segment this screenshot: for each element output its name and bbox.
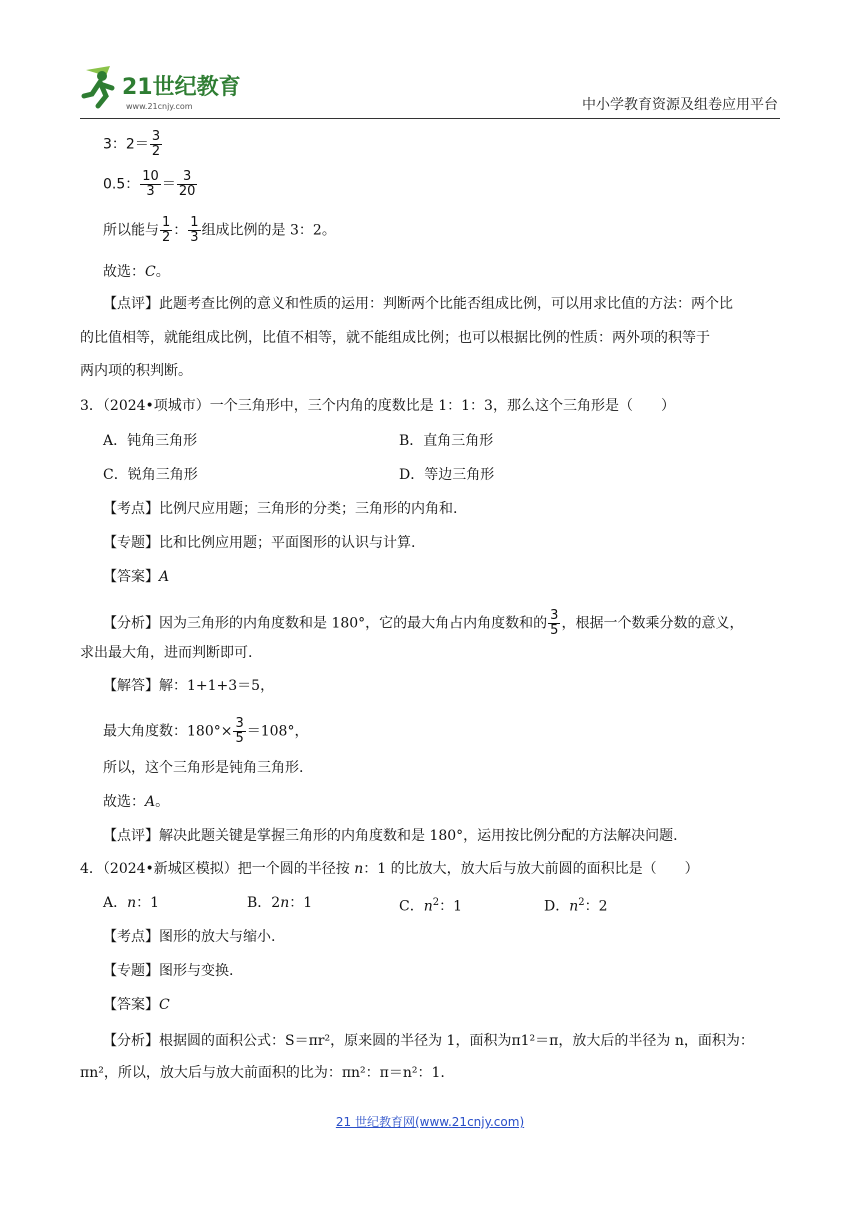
text: 【分析】因为三角形的内角度数和是 180°，它的最大角占内角度数和的 — [103, 615, 548, 632]
q4-option-a — [103, 893, 159, 913]
logo-text: 21世纪教育 — [122, 75, 241, 100]
21cnjy-logo — [80, 62, 260, 114]
comment-q2-line-2: 的比值相等，就能组成比例，比值不相等，就不能组成比例；也可以根据比例的性质：两外项的积等于 — [80, 330, 710, 346]
q3-answer — [103, 567, 169, 587]
denominator: 5 — [550, 623, 559, 638]
q3-kaodian: 【考点】比例尺应用题；三角形的分类；三角形的内角和. — [103, 501, 458, 517]
variable: n — [423, 898, 433, 915]
variable: n — [354, 861, 364, 877]
q4-analysis-line-1: 【分析】根据圆的面积公式：S＝πr²，原来圆的半径为 1，面积为π1²＝π，放大后的半径为 n，面积为： — [103, 1033, 754, 1049]
ratio-line-1 — [103, 130, 163, 159]
denominator: 3 — [190, 230, 199, 245]
variable: n — [569, 898, 579, 915]
text: ： — [173, 222, 188, 239]
text: 组成比例的是 3：2。 — [201, 222, 336, 239]
q3-select — [103, 792, 169, 812]
text: ，根据一个数乘分数的意义， — [561, 615, 744, 632]
q4-kaodian: 【考点】图形的放大与缩小. — [103, 929, 276, 945]
q3-option-a: A．钝角三角形 — [103, 433, 198, 449]
text: 4．（2024•新城区模拟）把一个圆的半径按 — [80, 861, 355, 877]
q3-analysis-line-2: 求出最大角，进而判断即可. — [80, 645, 253, 661]
text: ：1 — [439, 898, 463, 915]
text: ：1 — [289, 895, 313, 911]
q4-option-c — [399, 893, 462, 917]
text: B．2 — [247, 895, 281, 911]
fraction — [233, 717, 245, 746]
footer-link[interactable]: 21 世纪教育网(www.21cnjy.com) — [335, 1115, 525, 1129]
text: 所以能与 — [103, 222, 159, 239]
numerator: 3 — [235, 716, 244, 731]
q4-zhuanti: 【专题】图形与变换. — [103, 963, 234, 979]
denominator: 20 — [178, 184, 196, 199]
conclusion-line — [103, 216, 336, 245]
text: 【答案】 — [103, 569, 159, 585]
q3-analysis-line-1 — [103, 609, 743, 638]
numerator: 10 — [142, 169, 159, 184]
text: D． — [544, 898, 570, 915]
text: ：1 — [136, 895, 160, 911]
fraction — [548, 609, 560, 638]
question-3-stem: 3．（2024•项城市）一个三角形中，三个内角的度数比是 1：1：3，那么这个三角形是（ ） — [80, 398, 675, 414]
q4-answer — [103, 995, 170, 1015]
q3-option-b: B．直角三角形 — [399, 433, 494, 449]
text: 【答案】 — [103, 997, 159, 1013]
fraction — [140, 170, 161, 199]
text: 。 — [155, 794, 170, 810]
q3-solve-line-2 — [103, 717, 308, 746]
q4-option-d — [544, 893, 608, 917]
numerator: 1 — [190, 215, 199, 230]
fraction — [177, 170, 198, 199]
text: ＝ — [161, 176, 176, 193]
fraction — [150, 130, 162, 159]
text: ：2 — [584, 898, 608, 915]
text: A． — [103, 895, 128, 911]
text: 故选： — [103, 264, 145, 280]
ratio-line-2 — [103, 170, 198, 199]
select-line-q2 — [103, 262, 170, 282]
text: ：1 的比放大，放大后与放大前圆的面积比是（ ） — [363, 861, 699, 877]
text: C． — [399, 898, 424, 915]
comment-q2-line-3: 两内项的积判断。 — [80, 363, 192, 379]
platform-title: 中小学教育资源及组卷应用平台 — [582, 97, 778, 113]
q4-option-b — [247, 893, 312, 913]
text: 3：2＝ — [103, 136, 149, 153]
variable: n — [280, 895, 290, 911]
denominator: 5 — [235, 731, 244, 746]
text: 0.5： — [103, 176, 140, 193]
q3-zhuanti: 【专题】比和比例应用题；平面图形的认识与计算. — [103, 535, 416, 551]
numerator: 3 — [550, 608, 559, 623]
q3-solve-line-3: 所以，这个三角形是钝角三角形. — [103, 760, 304, 776]
answer-letter: A — [145, 794, 156, 810]
numerator: 3 — [177, 170, 198, 185]
question-4-stem — [80, 859, 699, 879]
numerator: 3 — [151, 129, 161, 144]
exponent: 2 — [578, 897, 585, 908]
denominator: 2 — [151, 144, 161, 159]
numerator: 1 — [162, 215, 171, 230]
exponent: 2 — [432, 897, 440, 908]
text: 。 — [155, 264, 170, 280]
q3-option-d: D．等边三角形 — [399, 467, 495, 483]
comment-q2-line-1: 【点评】此题考查比例的意义和性质的运用：判断两个比能否组成比例，可以用求比值的方法：两个比 — [103, 296, 733, 312]
text: 最大角度数：180°× — [103, 723, 233, 740]
answer-letter: A — [159, 569, 170, 585]
answer-letter: C — [145, 264, 156, 280]
page-footer — [0, 1113, 860, 1130]
page-header — [80, 62, 780, 119]
variable: n — [127, 895, 137, 911]
q3-option-c: C．锐角三角形 — [103, 467, 198, 483]
fraction — [160, 216, 172, 245]
answer-letter: C — [159, 997, 170, 1013]
text: ＝108°， — [246, 723, 309, 740]
q4-analysis-line-2: πn²，所以，放大后与放大前面积的比为：πn²：π＝n²：1. — [80, 1065, 445, 1081]
fraction — [188, 216, 200, 245]
text: 故选： — [103, 794, 145, 810]
logo-url: www.21cnjy.com — [126, 102, 193, 111]
denominator: 3 — [146, 184, 155, 199]
q3-comment: 【点评】解决此题关键是掌握三角形的内角度数和是 180°，运用按比例分配的方法解决问题. — [103, 828, 678, 844]
denominator: 2 — [162, 230, 171, 245]
q3-solve-line-1: 【解答】解：1+1+3＝5， — [103, 678, 275, 694]
